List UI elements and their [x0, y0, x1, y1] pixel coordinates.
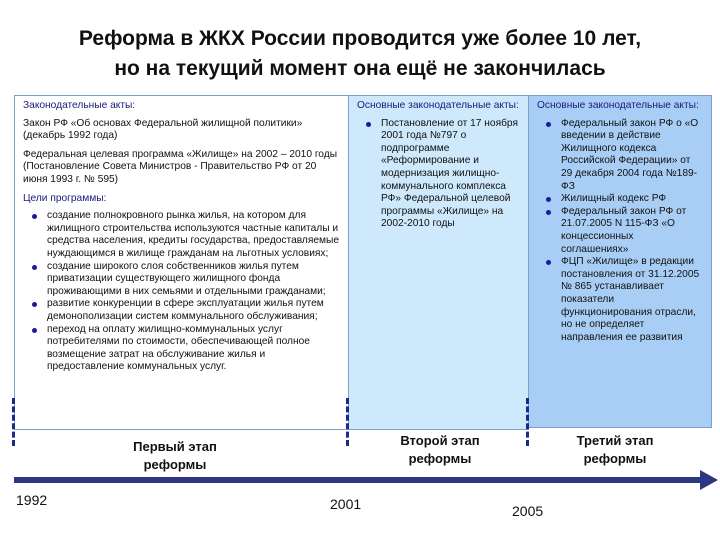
timeline-arrow-icon: [700, 470, 718, 490]
goal-item: создание широкого слоя собственников жилья путем приватизации существующего жилищного фонда проживающими в них семьями и отдельными гражданами;: [47, 261, 340, 299]
act-item: ФЦП «Жилище» в редакции постановления от 31.12.2005 № 865 устанавливает показатели функционирования отрасли, но не определяет направления ее развития: [561, 256, 703, 344]
goals-heading: Цели программы:: [23, 192, 107, 204]
stage-label-2: Второй этап реформы: [400, 433, 480, 466]
title-line-1: Реформа в ЖКХ России проводится уже более 10 лет,: [78, 27, 642, 50]
goal-item: переход на оплату жилищно-коммунальных услуг потребителями по стоимости, обеспечивающей полное возмещение затрат на обслуживание жилья и предоставление коммунальных услуг.: [47, 324, 340, 374]
title-line-2: но на текущий момент она ещё не закончилась: [114, 57, 606, 80]
box1-program: Федеральная целевая программа «Жилище» на 2002 – 2010 годы (Постановление Совета Министров - Правительство РФ от 20 июня 1993 г. № 595): [23, 148, 338, 185]
stage-label-3: Третий этап реформы: [576, 433, 654, 466]
year-label: 2001: [330, 496, 362, 512]
year-label: 2005: [512, 503, 544, 519]
stage-divider: [346, 398, 349, 446]
act-item: Федеральный закон РФ о «О введении в действие Жилищного кодекса Российской Федерации» от 29 декабря 2004 года №189-ФЗ: [561, 118, 703, 194]
act-item: Постановление от 17 ноября 2001 года №797 о подпрограмме «Реформирование и модернизация жилищно-коммунального комплекса РФ» Федеральной целевой программы «Жилище» на 2002-2010 годы: [381, 117, 519, 230]
act-item: Федеральный закон РФ от 21.07.2005 N 115-ФЗ «О концессионных соглашениях»: [561, 206, 703, 256]
box1-heading: Законодательные акты:: [23, 100, 136, 111]
timeline-axis: [14, 477, 706, 483]
slide-title: [0, 24, 720, 84]
stage-divider: [12, 398, 15, 446]
second-stage-box: [348, 95, 529, 430]
goal-item: развитие конкуренции в сфере эксплуатации жилья путем демонополизации систем коммунального обслуживания;: [47, 298, 340, 323]
stage-label-1: Первый этап реформы: [133, 439, 217, 472]
box2-heading: Основные законодательные акты:: [357, 100, 519, 111]
goal-item: создание полнокровного рынка жилья, на котором для жилищного строительства используются частные капиталы и средства населения, кредиты государства, предоставляемые нуждающимся в жилище гражданам на льготных условиях;: [47, 210, 340, 259]
act-item: Жилищный кодекс РФ: [561, 193, 703, 206]
third-stage-box: [528, 95, 712, 428]
stage-divider: [526, 398, 529, 446]
box3-heading: Основные законодательные акты:: [537, 100, 699, 111]
box1-law: Закон РФ «Об основах Федеральной жилищной политики» (декабрь 1992 года): [23, 117, 303, 142]
year-label: 1992: [16, 492, 48, 508]
first-stage-box: [14, 95, 349, 430]
